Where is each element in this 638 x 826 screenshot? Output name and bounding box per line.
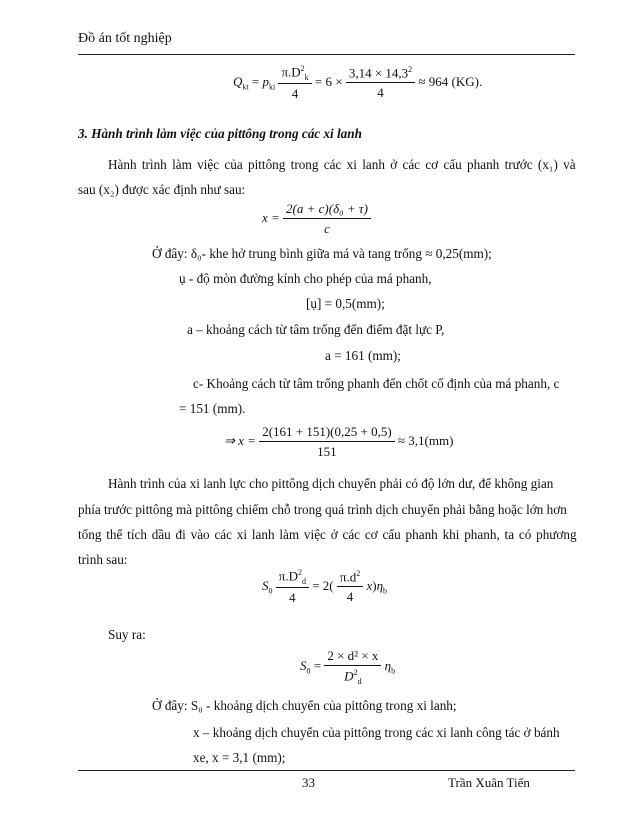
header-title: Đồ án tốt nghiệp (78, 31, 172, 46)
paragraph-1-line-2: sau (x₂) được xác định như sau: (78, 182, 246, 197)
paragraph-1-line-1: Hành trình làm việc của pittông trong các xi lanh ở các cơ cấu phanh trước (x₁) và (108, 157, 576, 172)
equation-s0-result: $S_0$ = $\frac{\text{2 × d² × x}}{D^2_d}$ $\eta_b$ (300, 648, 396, 686)
definition-c-line-2: = 151 (mm). (179, 401, 246, 416)
paragraph-2-line-3: tổng thể tích dầu đi vào các xi lanh làm việc ở các cơ cấu phanh khi phanh, ta có phương (78, 527, 577, 542)
equation-x: x = $\frac{\text{2(a + c)(δ₀ + τ)}}{c}$ (262, 201, 371, 237)
section-heading: 3. Hành trình làm việc của pittông trong các xi lanh (78, 126, 362, 141)
paragraph-2-line-2: phía trước pittông mà pittông chiếm chỗ trong quá trình dịch chuyển phải bằng hoặc lớn hơn (78, 502, 567, 517)
definition-delta0: Ở đây: δ₀- khe hở trung bình giữa má và tang trống ≈ 0,25(mm); (152, 246, 492, 261)
paragraph-2-line-4: trình sau: (78, 552, 128, 567)
definition-a-value: a = 161 (mm); (325, 348, 401, 363)
page-number: 33 (302, 775, 315, 790)
definition-a: a – khoảng cách từ tâm trống đến điểm đặt lực P, (187, 322, 445, 337)
paragraph-2-line-1: Hành trình của xi lanh lực cho pittông dịch chuyển phải có độ lớn dư, để không gian (108, 476, 554, 491)
suy-ra-label: Suy ra: (108, 627, 146, 642)
equation-s0: $S_0$ $\frac{\pi.D^2_d}{4}$ = 2( $\frac{\pi.d^2}{4}$ $x)\eta_b$ (262, 568, 388, 605)
footer-rule (78, 770, 575, 771)
footer-author: Trần Xuân Tiến (448, 775, 530, 790)
definition-wear: ụ - độ mòn đường kính cho phép của má phanh, (179, 271, 432, 286)
definition-x-line-1: x – khoảng dịch chuyển của pittông trong các xi lanh công tác ở bánh (193, 725, 560, 740)
definition-s0: Ở đây: S₀ - khoảng dịch chuyển của pittông trong xi lanh; (152, 698, 457, 713)
equation-qkt: $Q_{kt} = p_{ki}$ $\frac{\pi.D^2_k}{4}$ = 6 × $\frac{3,14 \times 14,3^2}{4}$ ≈ 964 (KG). (233, 64, 483, 101)
header-rule (78, 54, 575, 55)
equation-x-result: ⇒ x = $\frac{2(161 + 151)(0,25 + 0,5)}{151}$ ≈ 3,1(mm) (224, 424, 454, 459)
definition-wear-value: [ụ] = 0,5(mm); (306, 296, 385, 311)
definition-c-line-1: c- Khoảng cách từ tâm trống phanh đến chốt cố định của má phanh, c (193, 376, 560, 391)
definition-x-line-2: xe, x = 3,1 (mm); (193, 750, 286, 765)
